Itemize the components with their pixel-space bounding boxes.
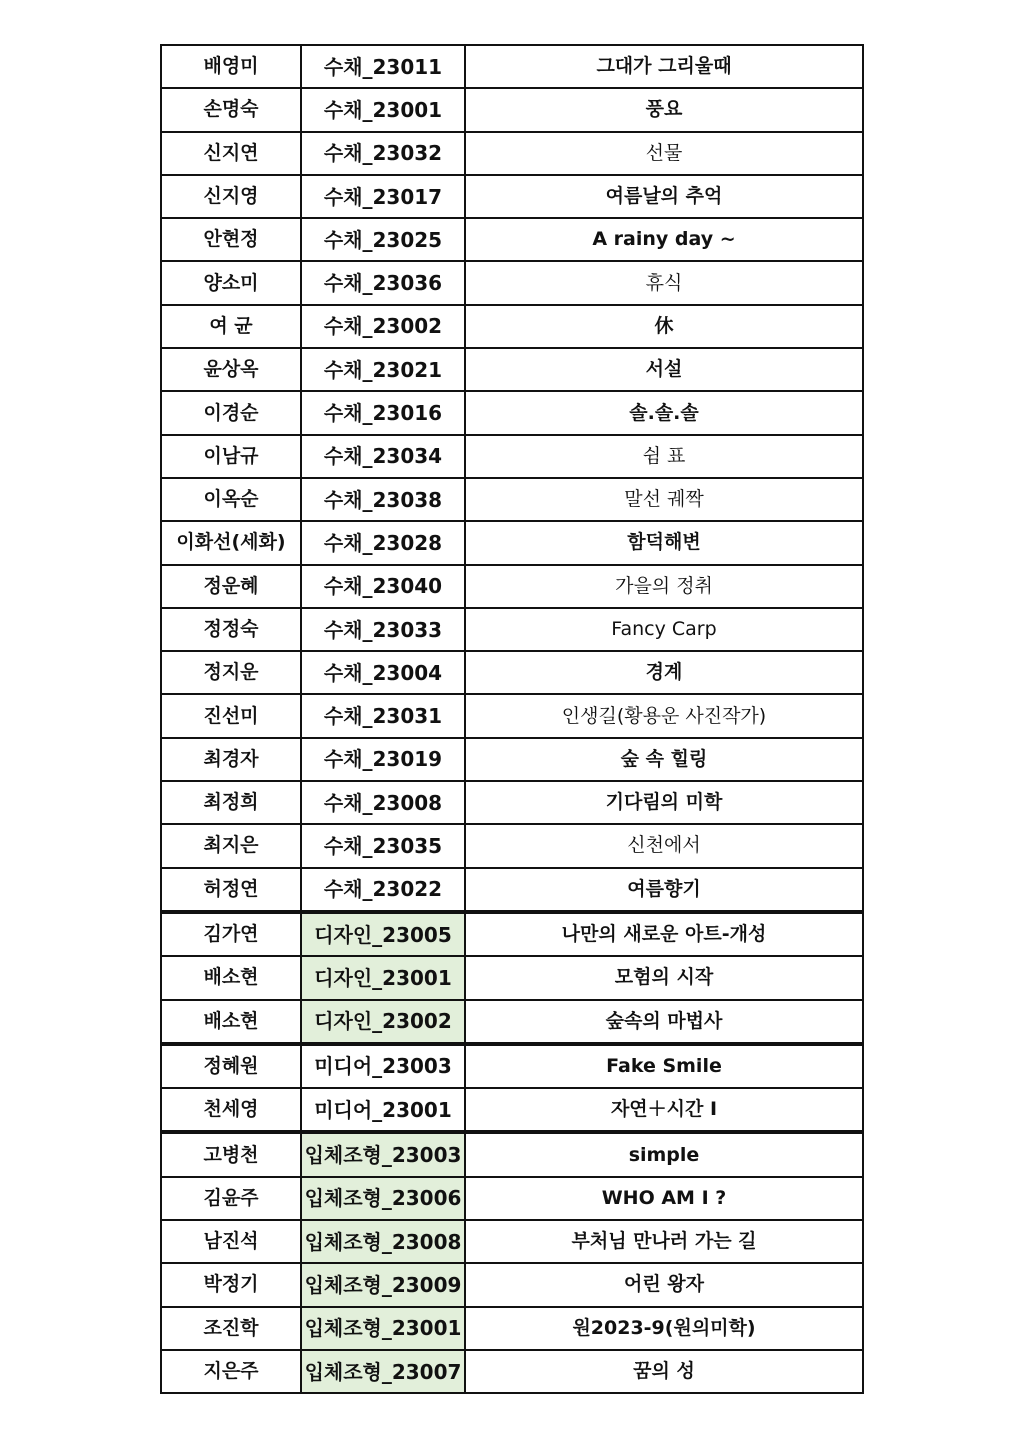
artwork-title-cell: Fancy Carp [465, 608, 863, 651]
artwork-title-cell: 여름날의 추억 [465, 175, 863, 218]
artwork-title-cell: 기다림의 미학 [465, 781, 863, 824]
entry-code-cell: 수채_23004 [301, 651, 465, 694]
artwork-title-cell: 꿈의 성 [465, 1350, 863, 1393]
artist-name-cell: 최정희 [161, 781, 301, 824]
artist-name-cell: 정지운 [161, 651, 301, 694]
table-row [161, 175, 863, 218]
artwork-title-cell: 경계 [465, 651, 863, 694]
artwork-title-cell: A rainy day ~ [465, 218, 863, 261]
entry-code-cell: 디자인_23001 [301, 956, 465, 999]
entry-code-cell: 수채_23001 [301, 88, 465, 131]
table-row [161, 565, 863, 608]
table-row [161, 1177, 863, 1220]
entry-code-cell: 디자인_23005 [301, 912, 465, 956]
artwork-title-cell: 함덕해변 [465, 521, 863, 564]
artist-name-cell: 신지연 [161, 132, 301, 175]
artwork-title-cell: WHO AM I ? [465, 1177, 863, 1220]
artwork-title-cell: 인생길(황용운 사진작가) [465, 694, 863, 737]
table-row [161, 435, 863, 478]
table-row [161, 45, 863, 88]
artist-name-cell: 고병천 [161, 1132, 301, 1176]
table-row [161, 912, 863, 956]
artist-name-cell: 이경순 [161, 391, 301, 434]
artwork-title-cell: 숲 속 힐링 [465, 738, 863, 781]
artist-name-cell: 정운혜 [161, 565, 301, 608]
artwork-title-cell: 어린 왕자 [465, 1263, 863, 1306]
entry-code-cell: 입체조형_23009 [301, 1263, 465, 1306]
artwork-title-cell: 숲속의 마법사 [465, 1000, 863, 1044]
table-row [161, 521, 863, 564]
entry-code-cell: 수채_23025 [301, 218, 465, 261]
entry-table [160, 44, 864, 1394]
table-row [161, 781, 863, 824]
entry-code-cell: 수채_23017 [301, 175, 465, 218]
artist-name-cell: 진선미 [161, 694, 301, 737]
artist-name-cell: 이옥순 [161, 478, 301, 521]
artist-name-cell: 배소현 [161, 956, 301, 999]
table-row [161, 132, 863, 175]
artist-name-cell: 이화선(세화) [161, 521, 301, 564]
artist-name-cell: 배소현 [161, 1000, 301, 1044]
artwork-title-cell: 말선 궤짝 [465, 478, 863, 521]
table-row [161, 694, 863, 737]
entry-code-cell: 입체조형_23001 [301, 1307, 465, 1350]
table-row [161, 478, 863, 521]
artist-name-cell: 최경자 [161, 738, 301, 781]
artwork-title-cell: 그대가 그리울때 [465, 45, 863, 88]
table-row [161, 348, 863, 391]
entry-code-cell: 수채_23002 [301, 305, 465, 348]
entry-code-cell: 수채_23036 [301, 261, 465, 304]
artist-name-cell: 안현정 [161, 218, 301, 261]
table-row [161, 1350, 863, 1393]
artwork-title-cell: 선물 [465, 132, 863, 175]
table-row [161, 868, 863, 912]
entry-code-cell: 수채_23040 [301, 565, 465, 608]
artist-name-cell: 남진석 [161, 1220, 301, 1263]
artist-name-cell: 신지영 [161, 175, 301, 218]
entry-table-body [161, 45, 863, 1393]
artwork-title-cell: 신천에서 [465, 824, 863, 867]
table-row [161, 218, 863, 261]
entry-code-cell: 수채_23031 [301, 694, 465, 737]
table-row [161, 305, 863, 348]
artist-name-cell: 지은주 [161, 1350, 301, 1393]
entry-code-cell: 입체조형_23007 [301, 1350, 465, 1393]
table-row [161, 956, 863, 999]
artist-name-cell: 배영미 [161, 45, 301, 88]
entry-code-cell: 수채_23022 [301, 868, 465, 912]
table-row [161, 391, 863, 434]
artwork-title-cell: 풍요 [465, 88, 863, 131]
table-row [161, 1132, 863, 1176]
artist-name-cell: 여 균 [161, 305, 301, 348]
entry-code-cell: 수채_23008 [301, 781, 465, 824]
artwork-title-cell: 가을의 정취 [465, 565, 863, 608]
artwork-title-cell: 모험의 시작 [465, 956, 863, 999]
artist-name-cell: 양소미 [161, 261, 301, 304]
artwork-title-cell: 쉼 표 [465, 435, 863, 478]
artwork-title-cell: 솔.솔.솔 [465, 391, 863, 434]
artist-name-cell: 김가연 [161, 912, 301, 956]
table-row [161, 261, 863, 304]
entry-code-cell: 미디어_23003 [301, 1044, 465, 1088]
table-row [161, 1263, 863, 1306]
artwork-title-cell: 휴식 [465, 261, 863, 304]
table-row [161, 651, 863, 694]
table-row [161, 88, 863, 131]
table-row [161, 608, 863, 651]
entry-code-cell: 수채_23038 [301, 478, 465, 521]
table-row [161, 824, 863, 867]
artist-name-cell: 정정숙 [161, 608, 301, 651]
table-row [161, 1088, 863, 1132]
artist-name-cell: 손명숙 [161, 88, 301, 131]
entry-code-cell: 수채_23035 [301, 824, 465, 867]
entry-code-cell: 미디어_23001 [301, 1088, 465, 1132]
entry-code-cell: 입체조형_23006 [301, 1177, 465, 1220]
entry-code-cell: 수채_23033 [301, 608, 465, 651]
artist-name-cell: 윤상옥 [161, 348, 301, 391]
entry-code-cell: 수채_23021 [301, 348, 465, 391]
table-row [161, 1044, 863, 1088]
entry-code-cell: 입체조형_23008 [301, 1220, 465, 1263]
artwork-title-cell: 서설 [465, 348, 863, 391]
artwork-title-cell: 休 [465, 305, 863, 348]
entry-code-cell: 수채_23019 [301, 738, 465, 781]
entry-code-cell: 수채_23028 [301, 521, 465, 564]
artist-name-cell: 이남규 [161, 435, 301, 478]
entry-code-cell: 입체조형_23003 [301, 1132, 465, 1176]
table-row [161, 1220, 863, 1263]
artwork-title-cell: simple [465, 1132, 863, 1176]
artwork-title-cell: 나만의 새로운 아트-개성 [465, 912, 863, 956]
entry-code-cell: 수채_23034 [301, 435, 465, 478]
table-row [161, 1000, 863, 1044]
artist-name-cell: 천세영 [161, 1088, 301, 1132]
artwork-title-cell: 여름향기 [465, 868, 863, 912]
table-row [161, 738, 863, 781]
artist-name-cell: 정혜원 [161, 1044, 301, 1088]
artwork-title-cell: 자연＋시간 Ⅰ [465, 1088, 863, 1132]
table-row [161, 1307, 863, 1350]
entry-code-cell: 수채_23016 [301, 391, 465, 434]
artist-name-cell: 최지은 [161, 824, 301, 867]
artist-name-cell: 김윤주 [161, 1177, 301, 1220]
artist-name-cell: 박정기 [161, 1263, 301, 1306]
artwork-title-cell: 원2023-9(원의미학) [465, 1307, 863, 1350]
entry-code-cell: 수채_23032 [301, 132, 465, 175]
artist-name-cell: 허정연 [161, 868, 301, 912]
entry-code-cell: 수채_23011 [301, 45, 465, 88]
artwork-title-cell: 부처님 만나러 가는 길 [465, 1220, 863, 1263]
artist-name-cell: 조진학 [161, 1307, 301, 1350]
artwork-title-cell: Fake Smile [465, 1044, 863, 1088]
entry-code-cell: 디자인_23002 [301, 1000, 465, 1044]
